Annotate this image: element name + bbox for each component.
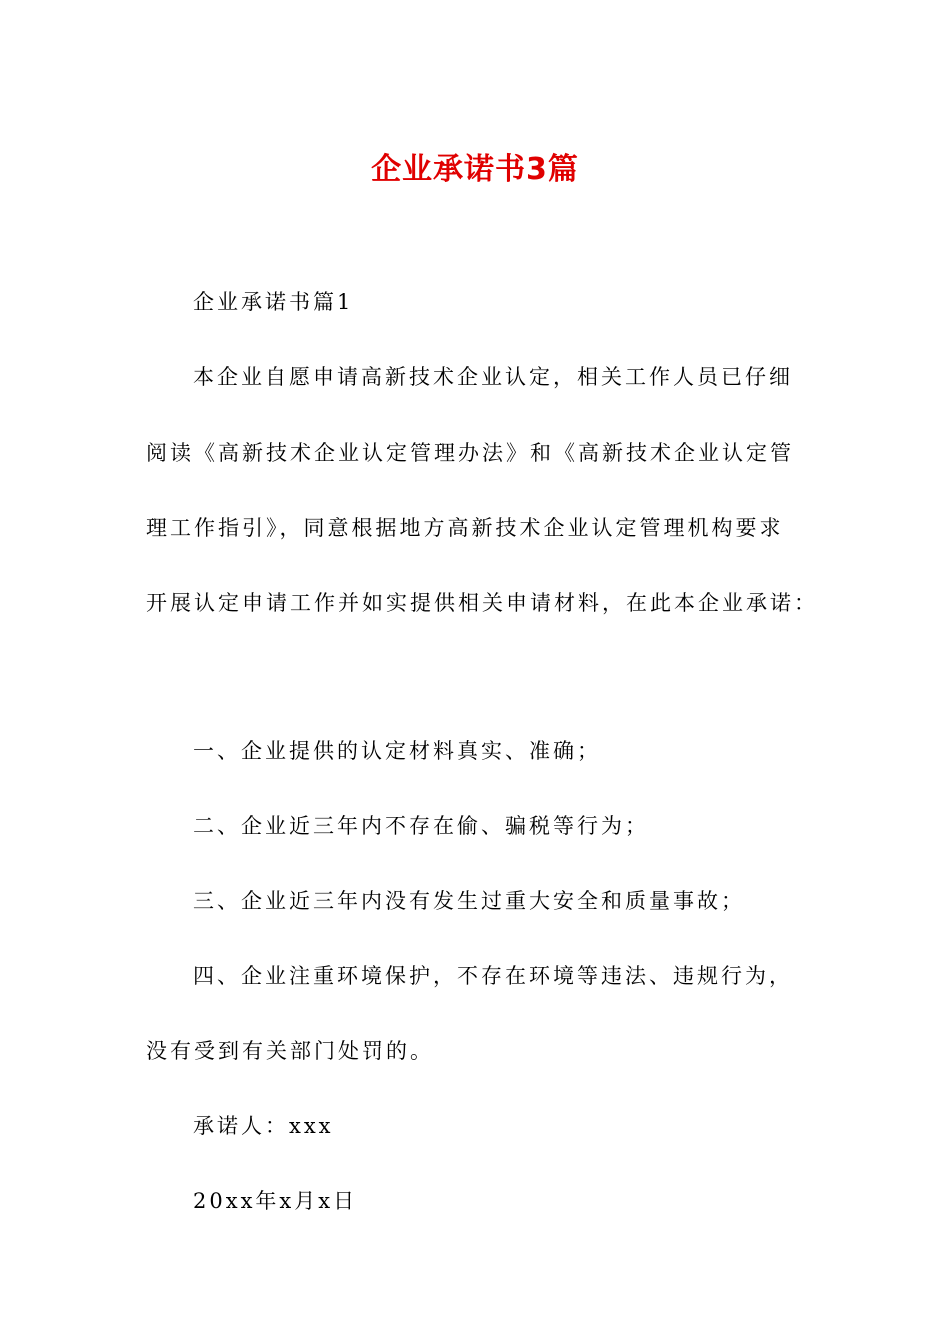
signatory: 承诺人：xxx: [193, 1114, 334, 1138]
date: 20xx年x月x日: [193, 1189, 358, 1213]
commitment-item-4-line-2: 没有受到有关部门处罚的。: [146, 1039, 434, 1063]
intro-line-3: 理工作指引》，同意根据地方高新技术企业认定管理机构要求: [146, 516, 784, 540]
commitment-item-1: 一、企业提供的认定材料真实、准确；: [193, 739, 601, 763]
commitment-item-2: 二、企业近三年内不存在偷、骗税等行为；: [193, 814, 649, 838]
intro-line-2: 阅读《高新技术企业认定管理办法》和《高新技术企业认定管: [146, 441, 794, 465]
intro-line-1: 本企业自愿申请高新技术企业认定，相关工作人员已仔细: [193, 365, 793, 389]
document-title: 企业承诺书3篇: [371, 152, 579, 187]
section-heading: 企业承诺书篇1: [193, 290, 354, 314]
commitment-item-3: 三、企业近三年内没有发生过重大安全和质量事故；: [193, 889, 745, 913]
intro-line-4: 开展认定申请工作并如实提供相关申请材料，在此本企业承诺：: [146, 591, 818, 615]
commitment-item-4-line-1: 四、企业注重环境保护，不存在环境等违法、违规行为，: [193, 964, 793, 988]
